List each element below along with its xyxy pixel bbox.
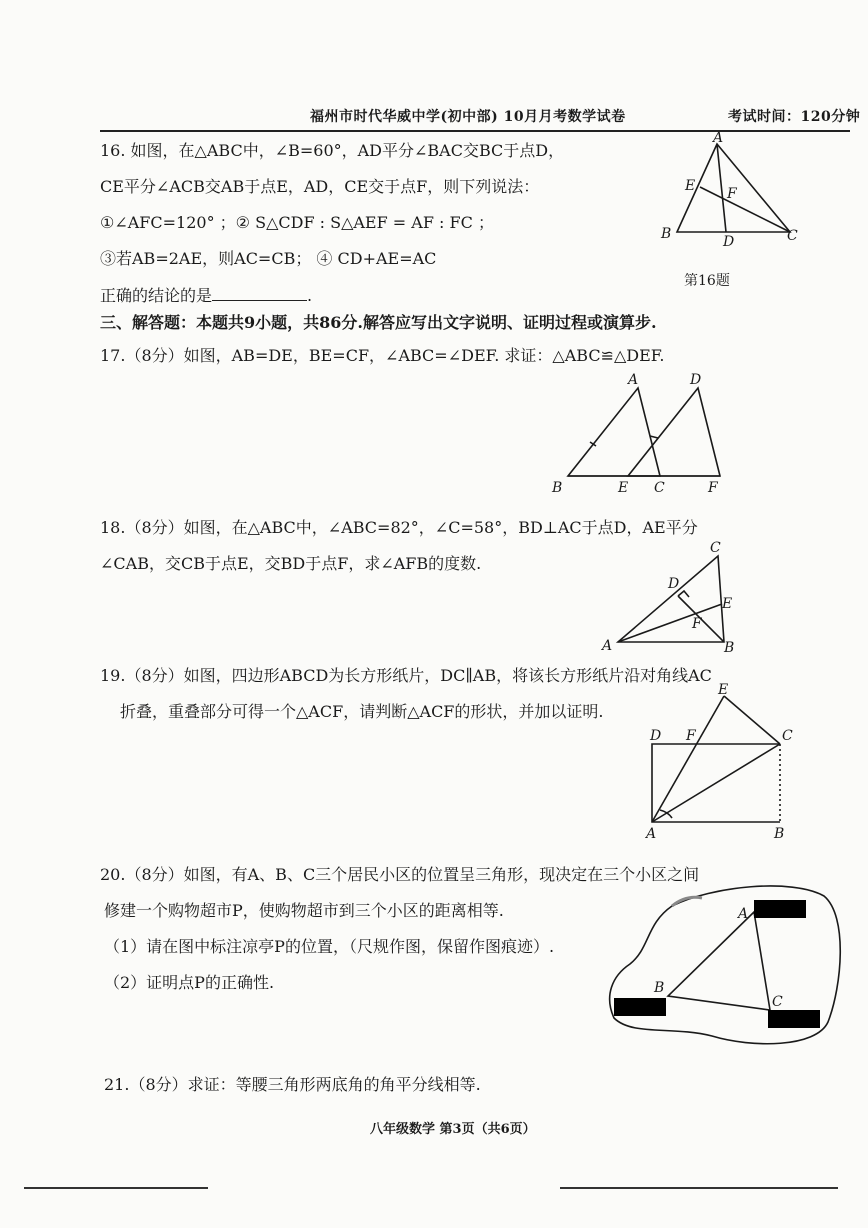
q16-figure [655, 132, 805, 252]
q17-label-c: C [654, 480, 665, 496]
page-footer: 八年级数学 第3页（共6页） [370, 1122, 536, 1137]
q19-line2: 折叠，重叠部分可得一个△ACF，请判断△ACF的形状，并加以证明. [120, 702, 604, 721]
q17-label-d: D [690, 372, 702, 388]
q20-window-a2 [774, 904, 784, 914]
exam-title: 福州市时代华威中学(初中部) 10月月考数学试卷 [310, 109, 626, 125]
q18-label-c: C [710, 540, 721, 556]
q19-label-f: F [686, 728, 696, 744]
q20-line4: （2）证明点P的正确性. [104, 973, 275, 992]
q16-line2: CE平分∠ACB交AB于点E，AD，CE交于点F，则下列说法： [100, 177, 540, 196]
q17-label-e: E [618, 480, 629, 496]
q17-text: 17.（8分）如图，AB=DE，BE=CF，∠ABC=∠DEF. 求证：△ABC≌△DEF. [100, 346, 665, 365]
q18-triangle [618, 556, 724, 642]
q16-line3: ①∠AFC=120° ；② S△CDF : S△AEF = AF : FC ； [100, 213, 494, 232]
q20-window-c3 [802, 1014, 812, 1024]
q16-label-e: E [685, 178, 696, 194]
answer-blank[interactable] [212, 286, 307, 301]
q20-window-c1 [774, 1014, 784, 1024]
q17-figure [548, 370, 738, 498]
q19-figure [642, 684, 802, 840]
q20-window-c2 [788, 1014, 798, 1024]
q20-line2: 修建一个购物超市P，使购物超市到三个小区的距离相等. [104, 901, 504, 920]
q20-label-b: B [654, 980, 665, 996]
q17-label-a: A [628, 372, 639, 388]
q18-label-d: D [668, 576, 680, 592]
q19-label-b: B [774, 826, 785, 842]
q16-line1: 16. 如图，在△ABC中，∠B=60°，AD平分∠BAC交BC于点D， [100, 141, 565, 160]
q19-label-a: A [646, 826, 657, 842]
q18-label-f: F [692, 616, 702, 632]
q17-triangle-abc [568, 388, 660, 476]
q16-caption: 第16题 [684, 273, 730, 289]
q18-right-angle [678, 591, 689, 597]
q16-segment-ce [700, 187, 790, 232]
q20-window-b2 [634, 1002, 644, 1012]
q18-line2: ∠CAB，交CB于点E，交BD于点F，求∠AFB的度数. [100, 554, 482, 573]
q18-label-a: A [602, 638, 613, 654]
q19-segment-ae [652, 696, 724, 822]
q17-label-b: B [552, 480, 563, 496]
q16-segment-ad [717, 144, 726, 232]
q18-label-e: E [722, 596, 733, 612]
q19-segment-ec [724, 696, 780, 744]
bottom-rule-left [24, 1187, 208, 1189]
q18-line1: 18.（8分）如图，在△ABC中，∠ABC=82°，∠C=58°，BD⊥AC于点D，AE平分 [100, 518, 698, 537]
exam-time: 考试时间：120分钟 [728, 109, 861, 125]
bottom-rule-right [560, 1187, 838, 1189]
q16-label-f: F [727, 186, 737, 202]
q20-window-a3 [788, 904, 798, 914]
q20-window-b1 [620, 1002, 630, 1012]
q16-label-b: B [661, 226, 672, 242]
section-3-title: 三、解答题：本题共9小题，共86分.解答应写出文字说明、证明过程或演算步. [100, 313, 657, 332]
q18-figure [598, 540, 748, 655]
q16-label-d: D [723, 234, 735, 250]
q16-line5-suffix: . [307, 286, 313, 305]
q19-diagonal-ac [652, 744, 780, 822]
q17-label-f: F [708, 480, 718, 496]
q20-window-a1 [760, 904, 770, 914]
q20-triangle [668, 912, 770, 1010]
q16-line4: ③若AB=2AE，则AC=CB； ④ CD+AE=AC [100, 249, 437, 268]
q16-label-c: C [787, 228, 798, 244]
q20-label-a: A [738, 906, 749, 922]
q20-line1: 20.（8分）如图，有A、B、C三个居民小区的位置呈三角形，现决定在三个小区之间 [100, 865, 700, 884]
q19-label-c: C [782, 728, 793, 744]
q18-label-b: B [724, 640, 735, 656]
q20-line3: （1）请在图中标注凉亭P的位置，（尺规作图，保留作图痕迹）. [104, 937, 555, 956]
q19-line1: 19.（8分）如图，四边形ABCD为长方形纸片，DC∥AB，将该长方形纸片沿对角线AC [100, 666, 712, 685]
q20-figure [602, 876, 842, 1056]
q16-label-a: A [713, 130, 724, 146]
q18-segment-ae [618, 604, 722, 642]
q20-window-b3 [648, 1002, 658, 1012]
q21-text: 21.（8分）求证：等腰三角形两底角的角平分线相等. [104, 1075, 481, 1094]
q16-line5-prefix: 正确的结论的是 [100, 286, 213, 305]
q20-label-c: C [772, 994, 783, 1010]
q19-label-d: D [650, 728, 662, 744]
q16-line5 [100, 283, 312, 306]
q19-label-e: E [718, 682, 729, 698]
